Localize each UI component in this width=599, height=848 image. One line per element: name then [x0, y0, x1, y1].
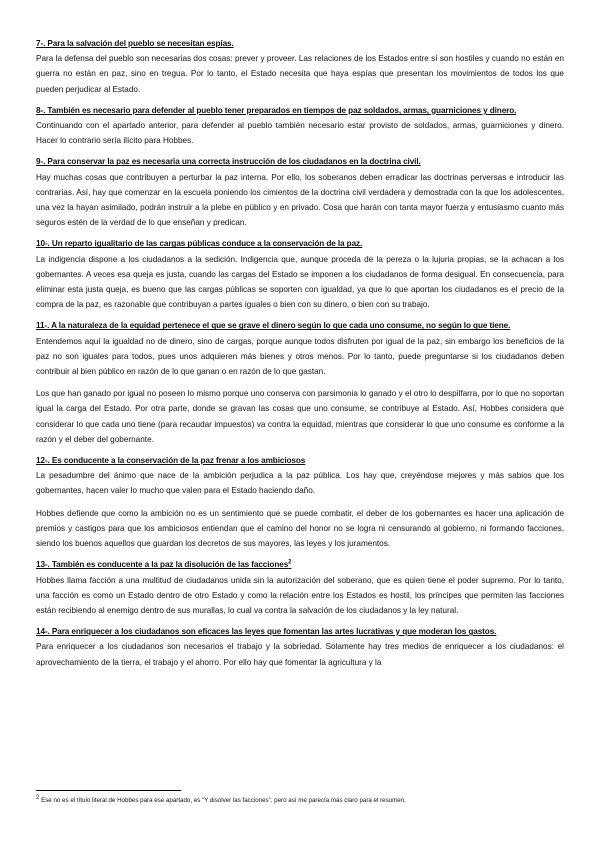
paragraph: Hobbes llama facción a una multitud de ciudadanos unida sin la autorización del soberano, que es quien tiene el poder supremo. Por lo tanto, una facción es como un Estado dentro de otro Estado y como la relación entre los Estados es hostil, los príncipes que permiten las facciones están recibiendo al enemigo dentro de sus murallas, lo cual va contra la salvación de los ciudadanos y la ley natural. [36, 575, 564, 615]
section-heading [36, 557, 564, 572]
section-heading [36, 624, 564, 639]
section-heading-text: 8-. También es necesario para defender al pueblo tener preparados en tiempos de paz soldados, armas, guarniciones y dinero. [36, 105, 517, 115]
section [36, 453, 564, 551]
section [36, 103, 564, 149]
paragraph: Hay muchas cosas que contribuyen a perturbar la paz interna. Por ello, los soberanos deben erradicar las doctrinas perversas e introducir las contrarias. Así, hay que comenzar en la escuela poniendo los cimientos de la doctrina civil verdadera y demostrada con la que los adolescentes, una vez la hayan asimilado, podrán instruir a la plebe en público y en privado. Cosa que harán con tanta mayor fuerza y entusiasmo cuanto más seguros estén de la verdad de lo que enseñan y predican. [36, 172, 564, 228]
footnote-mark: 2 [36, 794, 40, 801]
section-list [36, 36, 564, 670]
section [36, 236, 564, 312]
section [36, 154, 564, 230]
section-heading-text: 13-. También es conducente a la paz la disolución de las facciones [36, 560, 289, 570]
paragraph: Para la defensa del pueblo son necesarias dos cosas: prever y proveer. Las relaciones de los Estados entre sí son hostiles y cuando no están en guerra no están en paz, sino en tregua. Por lo tanto, el Estado necesita que haya espías que presentan los movimientos de todos los que pueden perjudicar al Estado. [36, 54, 564, 94]
section-heading-text: 9-. Para conservar la paz es necesaria una correcta instrucción de los ciudadanos en la doctrina civil. [36, 157, 421, 167]
section-heading [36, 154, 564, 169]
paragraph: Para enriquecer a los ciudadanos son necesarios el trabajo y la sobriedad. Solamente hay tres medios de enriquecer a los ciudadanos: el aprovechamiento de la tierra, el trabajo y el ahorro. Por ello hay que fomentar la agricultura y la [36, 642, 564, 667]
paragraph: La indigencia dispone a los ciudadanos a la sedición. Indigencia que, aunque proceda de la pereza o la lujuria propias, se la achacan a los gobernantes. A veces esa queja es justa, cuando las cargas del Estado se imponen a los ciudadanos de forma desigual. En consecuencia, para eliminar esta justa queja, es bueno que las cargas públicas se soporten con igualdad, ya que lo que aportan los ciudadanos es el precio de la compra de la paz, es razonable que contribuyan a partes iguales o bien con su dinero, o bien con su trabajo. [36, 254, 564, 310]
paragraph: La pesadumbre del ánimo que nace de la ambición perjudica a la paz pública. Los hay que, creyéndose mejores y más sabios que los gobernantes, hacen valer lo mucho que valen para el Estado haciendo daño. [36, 471, 564, 496]
footnote-reference: 2 [288, 559, 292, 566]
section-heading-text: 12-. Es conducente a la conservación de la paz frenar a los ambiciosos [36, 456, 306, 466]
section-heading-text: 10-. Un reparto igualitario de las cargas públicas conduce a la conservación de la paz. [36, 239, 363, 249]
section [36, 36, 564, 97]
paragraph: Los que han ganado por igual no poseen lo mismo porque uno conserva con parsimonia lo ganado y el otro lo despilfarra, por lo que no soportan igual la carga del Estado. Por otra parte, donde se gravan las cosas que uno consume, se contribuye al Estado. Así, Hobbes considera que considerar lo que cada uno tiene (para recaudar impuestos) va contra la equidad, mientras que considerar lo que uno consume es conforme a la razón y el deber del gobernante. [36, 389, 564, 444]
section [36, 318, 564, 447]
section-heading-text: 7-. Para la salvación del pueblo se necesitan espías. [36, 39, 234, 48]
footnote [36, 796, 564, 806]
section-heading-text: 11-. A la naturaleza de la equidad pertenece el que se grave el dinero según lo que cada uno consume, no según lo que tiene. [36, 321, 511, 331]
section-heading [36, 318, 564, 333]
paragraph: Hobbes defiende que como la ambición no es un sentimiento que se puede combatir, el deber de los gobernantes es hacer una aplicación de premios y castigos para que los ambiciosos entiendan que el camino del honor no se logra ni censurando al gobierno, ni formando facciones, siendo los buenos aquellos que guardan los decretos de sus mayores, las leyes y los juramentos. [36, 508, 564, 549]
paragraph: Entendemos aquí la igualdad no de dinero, sino de cargas, porque aunque todos disfruten por igual de la paz, sin embargo los beneficios de la paz no son iguales para todos, pues unos adquieren más bienes y otros menos. Por lo tanto, puede preguntarse si los ciudadanos deben contribuir al bien público en razón de lo que ganan o en razón de lo que gastan. [36, 336, 564, 377]
section-heading [36, 103, 564, 118]
section-heading-text: 14-. Para enriquecer a los ciudadanos son eficaces las leyes que fomentan las artes lucrativas y que moderan los gastos. [36, 627, 497, 637]
section [36, 557, 564, 618]
section-heading [36, 36, 564, 51]
section-heading [36, 236, 564, 251]
section-heading [36, 453, 564, 468]
footnote-separator [36, 790, 181, 791]
document-page [36, 36, 564, 676]
paragraph: Continuando con el apartado anterior, para defender al pueblo también necesario estar provisto de soldados, armas, guarniciones y dinero. Hacer lo contrario sería ilícito para Hobbes. [36, 121, 564, 146]
footnote-text: Ese no es el título literal de Hobbes para ese apartado, es “Y disolver las facciones”, pero así me parecía más claro para el resumen. [41, 797, 406, 804]
section [36, 624, 564, 670]
